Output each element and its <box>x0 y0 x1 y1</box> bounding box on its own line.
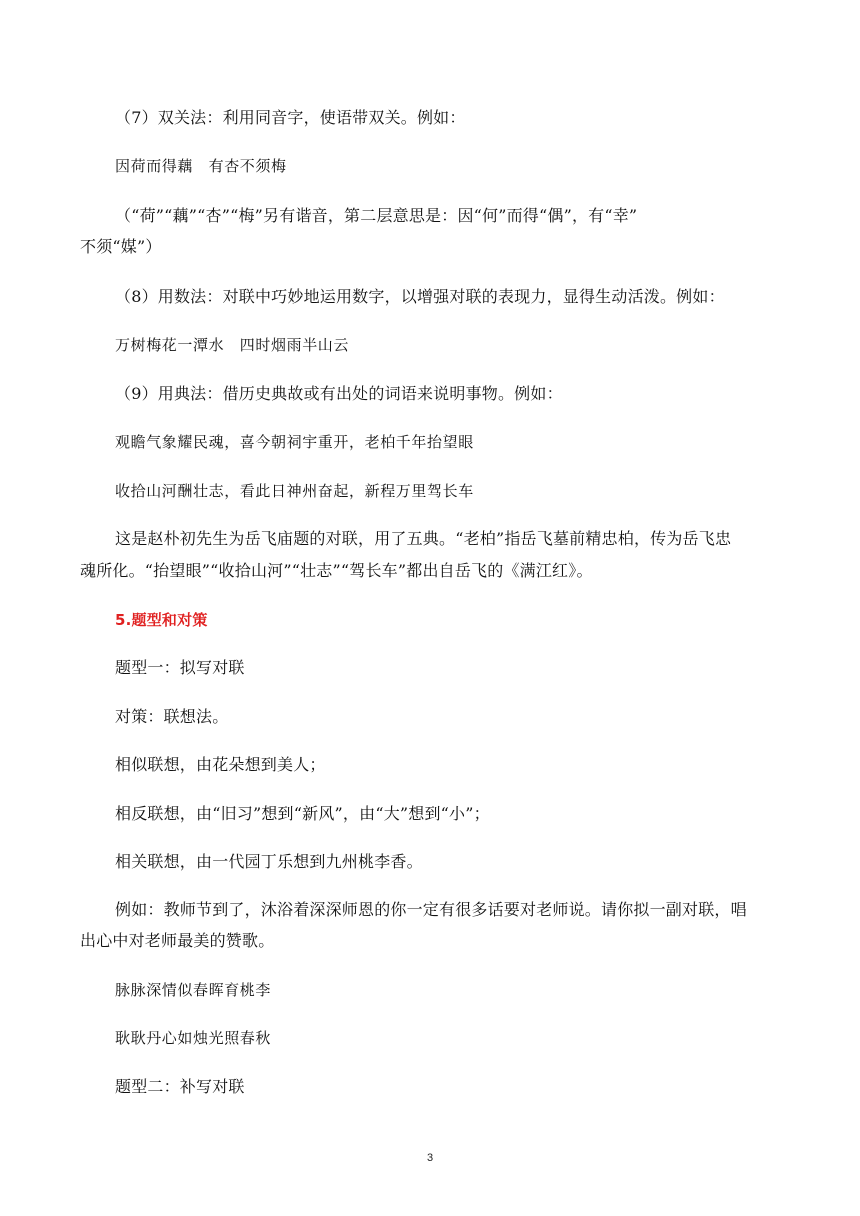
paragraph-pun-explanation-cont: 不须“媒”） <box>80 237 162 256</box>
couplet-answer-upper: 脉脉深情似春晖育桃李 <box>115 981 272 999</box>
couplet-example-pun: 因荷而得藕 有杏不须梅 <box>115 157 287 175</box>
paragraph-pun-explanation: （“荷”“藕”“杏”“梅”另有谐音，第二层意思是：因“何”而得“偶”，有“幸” <box>115 206 638 225</box>
couplet-example-number: 万树梅花一潭水 四时烟雨半山云 <box>115 336 350 354</box>
question-type-two: 题型二：补写对联 <box>115 1077 245 1096</box>
couplet-example-allusion-upper: 观瞻气象耀民魂，喜今朝祠宇重开，老柏千年抬望眼 <box>115 433 474 451</box>
example-teachers-day-cont: 出心中对老师最美的赞歌。 <box>80 931 275 950</box>
strategy-association: 对策：联想法。 <box>115 707 229 726</box>
page-number: 3 <box>426 1152 434 1164</box>
paragraph-allusion-method: （9）用典法：借历史典故或有出处的词语来说明事物。例如： <box>115 384 563 403</box>
paragraph-allusion-explanation-cont: 魂所化。“抬望眼”“收拾山河”“壮志”“驾长车”都出自岳飞的《满江红》。 <box>80 561 593 580</box>
couplet-example-allusion-lower: 收拾山河酬壮志，看此日神州奋起，新程万里驾长车 <box>115 482 474 500</box>
example-teachers-day: 例如：教师节到了，沐浴着深深师恩的你一定有很多话要对老师说。请你拟一副对联，唱 <box>115 900 747 919</box>
question-type-one: 题型一：拟写对联 <box>115 658 245 677</box>
opposite-association: 相反联想，由“旧习”想到“新风”，由“大”想到“小”； <box>115 804 490 823</box>
similar-association: 相似联想，由花朵想到美人； <box>115 755 326 774</box>
couplet-answer-lower: 耿耿丹心如烛光照春秋 <box>115 1029 272 1047</box>
related-association: 相关联想，由一代园丁乐想到九州桃李香。 <box>115 852 423 871</box>
paragraph-allusion-explanation: 这是赵朴初先生为岳飞庙题的对联，用了五典。“老柏”指岳飞墓前精忠柏，传为岳飞忠 <box>115 529 732 548</box>
section-heading: 5.题型和对策 <box>115 611 208 629</box>
paragraph-number-method: （8）用数法：对联中巧妙地运用数字，以增强对联的表现力，显得生动活泼。例如： <box>115 287 725 306</box>
paragraph-pun-method: （7）双关法：利用同音字，使语带双关。例如： <box>115 108 466 127</box>
